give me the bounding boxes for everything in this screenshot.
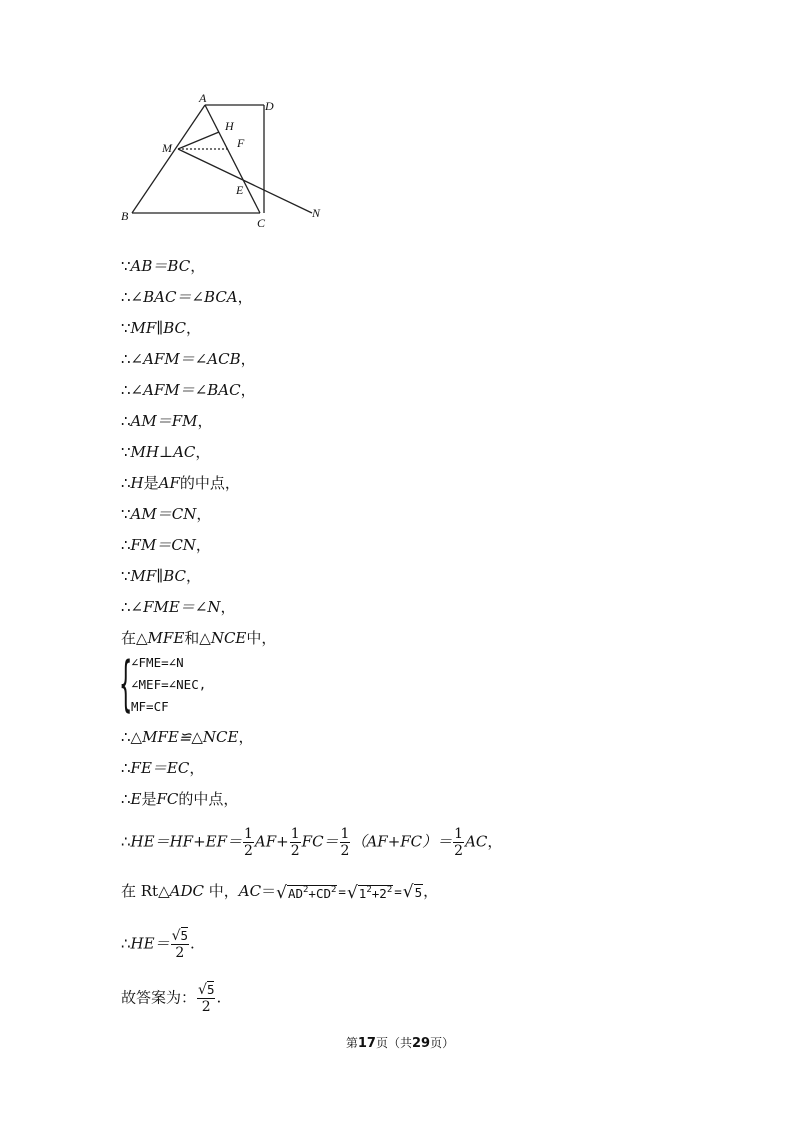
sqrt-expression-2: $√1^2+2^2$ [346, 883, 393, 903]
label-A: A [199, 91, 207, 105]
proof-line: ∴∠BAC＝∠BCA， [121, 288, 253, 306]
fraction-half: $\frac{1}{2}$ [340, 826, 350, 859]
label-N: N [312, 206, 321, 220]
pythagoras-line: 在 Rt△ADC 中，$AC=√AD^2+CD^2 =√1^2+2^2 =√5$， [121, 881, 439, 903]
left-brace: { [119, 649, 133, 719]
proof-line: ∴FM＝CN， [121, 536, 211, 554]
condition-2: ∠MEF=∠NEC, [131, 677, 207, 692]
proof-line: ∵MH⊥AC， [121, 443, 211, 461]
proof-line: ∵AM＝CN， [121, 505, 212, 523]
proof-line: ∴∠AFM＝∠BAC， [121, 381, 256, 399]
page-number: 17 [357, 1036, 376, 1051]
sqrt-expression-1: $√AD^2+CD^2$ [276, 883, 337, 903]
total-pages: 29 [412, 1036, 431, 1051]
label-B: B [121, 209, 129, 223]
proof-line: ∴E是FC的中点， [121, 790, 239, 808]
label-F: F [237, 136, 245, 150]
proof-line: ∵MF∥BC， [121, 319, 202, 337]
fraction-sqrt5-over-2: $\frac{√5}{2}$ [171, 928, 189, 961]
label-D: D [265, 99, 274, 113]
condition-3: MF=CF [131, 699, 169, 714]
condition-1: ∠FME=∠N [131, 655, 184, 670]
segment-MN [178, 149, 312, 213]
label-C: C [257, 216, 266, 230]
label-E: E [236, 183, 244, 197]
segment-MH [178, 132, 219, 149]
answer-line: 故答案为： $\frac{√5}{2}$ . [121, 982, 222, 1015]
fraction-sqrt5-over-2: $\frac{√5}{2}$ [198, 982, 215, 1015]
label-M: M [162, 141, 172, 155]
proof-line: ∴∠AFM＝∠ACB， [121, 350, 256, 368]
proof-line: ∴H是AF的中点， [121, 474, 240, 492]
he-sum-line: ∴HE＝HF+EF＝ $\frac{1}{2}$ AF+ $\frac{1}{2}$ FC＝ $\frac{1}{2}$ （AF+FC）＝ $\frac{1}{2}$ AC， [121, 826, 503, 859]
he-result-line: ∴HE＝ $\frac{√5}{2}$ . [121, 928, 195, 961]
proof-line: ∵MF∥BC， [121, 567, 202, 585]
proof-line: 在△MFE和△NCE中， [121, 629, 277, 647]
proof-line: ∴FE＝EC， [121, 759, 205, 777]
proof-line: ∵AB＝BC， [121, 257, 206, 275]
geometry-figure [112, 90, 332, 235]
proof-line: ∴AM＝FM， [121, 412, 213, 430]
fraction-half: $\frac{1}{2}$ [454, 826, 464, 859]
segment-AB [132, 105, 205, 213]
page-footer: 第17页（共29页） [345, 1036, 455, 1051]
proof-line: ∴△MFE≌△NCE， [121, 728, 254, 746]
sqrt-expression-3: √5 [402, 881, 423, 902]
label-H: H [225, 119, 234, 133]
fraction-half: $\frac{1}{2}$ [244, 826, 253, 859]
proof-line: ∴∠FME＝∠N， [121, 598, 236, 616]
fraction-half: $\frac{1}{2}$ [290, 826, 300, 859]
